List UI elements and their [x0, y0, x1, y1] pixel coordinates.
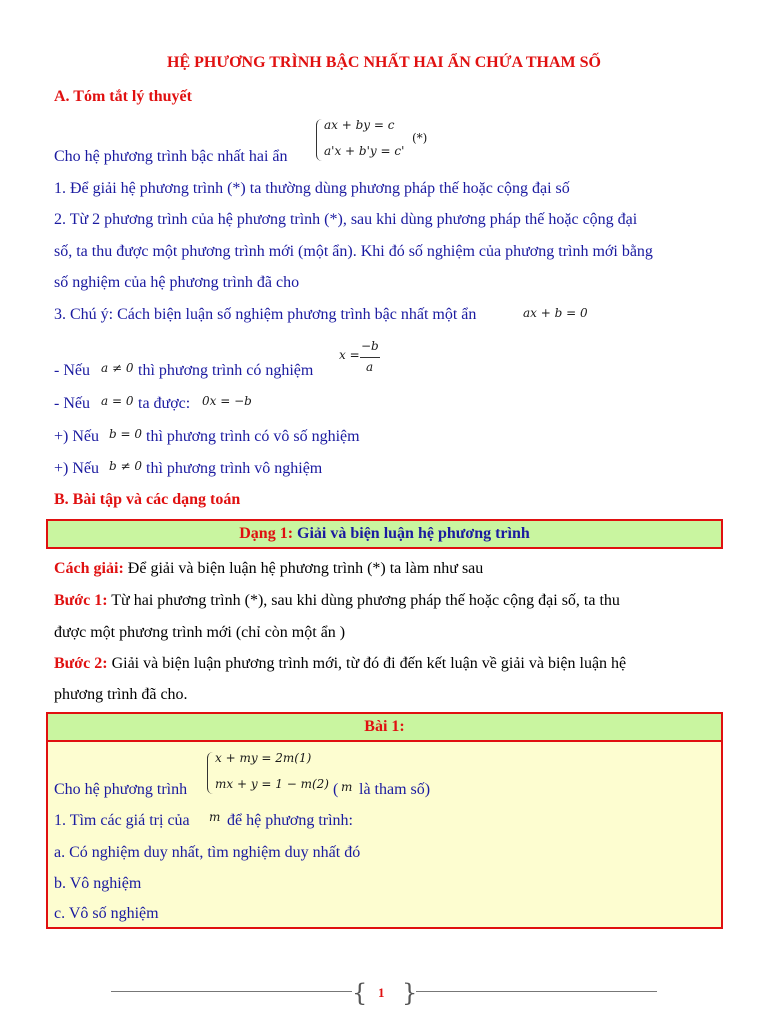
theory-item-3: 3. Chú ý: Cách biện luận số nghiệm phương trình bậc nhất một ẩn: [54, 306, 477, 323]
system-tag: (*): [412, 131, 428, 145]
theory-item-2-line-1: 2. Từ 2 phương trình của hệ phương trình (*), sau khi dùng phương pháp thế hoặc cộng đại: [54, 211, 638, 228]
system-eq1: ax + by = c: [324, 118, 395, 132]
case-a-zero-text: ta được:: [138, 395, 191, 412]
dang-1-label: Dạng 1:: [239, 525, 294, 542]
exercise-qa: a. Có nghiệm duy nhất, tìm nghiệm duy nhất đó: [54, 844, 361, 861]
case-a-nonzero-text: thì phương trình có nghiệm: [138, 362, 314, 379]
page-title: HỆ PHƯƠNG TRÌNH BẬC NHẤT HAI ẨN CHỨA THAM SỐ: [167, 54, 601, 71]
step-2-text: Giải và biện luận phương trình mới, từ đó đi đến kết luận về giải và biện luận hệ: [111, 655, 627, 672]
method-line: [54, 560, 483, 578]
exercise-eq1: x + my = 2m(1): [215, 751, 312, 765]
fraction-bar: [360, 357, 380, 358]
case-a-zero-formula: 0x = −b: [202, 394, 252, 408]
linear-equation-formula: ax + b = 0: [523, 306, 588, 320]
method-text: Để giải và biện luận hệ phương trình (*) ta làm như sau: [127, 560, 484, 577]
solution-denominator: a: [366, 360, 374, 374]
case-b-zero-condition: b = 0: [109, 427, 142, 441]
step-1-line-1: [54, 592, 620, 610]
footer-brace-left: {: [352, 979, 368, 1007]
exercise-intro: Cho hệ phương trình: [54, 781, 188, 798]
theory-item-2-line-3: số nghiệm của hệ phương trình đã cho: [54, 274, 300, 291]
case-a-zero-prefix: - Nếu: [54, 395, 90, 412]
theory-item-1: 1. Để giải hệ phương trình (*) ta thường dùng phương pháp thế hoặc cộng đại số: [54, 180, 570, 197]
step-1-text: Từ hai phương trình (*), sau khi dùng phương pháp thế hoặc cộng đại số, ta thu: [111, 592, 620, 609]
system-intro: Cho hệ phương trình bậc nhất hai ẩn: [54, 148, 288, 165]
exercise-param-open: (: [333, 781, 339, 798]
case-b-nonzero-text: thì phương trình vô nghiệm: [146, 460, 323, 477]
exercise-param-text: là tham số): [359, 781, 431, 798]
case-a-zero-condition: a = 0: [101, 394, 134, 408]
case-a-nonzero-condition: a ≠ 0: [101, 361, 134, 375]
step-1-label: Bước 1:: [54, 592, 108, 609]
step-2-line-1: [54, 655, 626, 673]
exercise-qb: b. Vô nghiệm: [54, 875, 142, 892]
footer-line-right: [416, 991, 657, 992]
footer-line-left: [111, 991, 352, 992]
theory-item-2-line-2: số, ta thu được một phương trình mới (một ẩn). Khi đó số nghiệm của phương trình mới bằng: [54, 243, 653, 260]
case-b-nonzero-prefix: +) Nếu: [54, 460, 100, 477]
case-a-nonzero-prefix: - Nếu: [54, 362, 90, 379]
case-b-zero-prefix: +) Nếu: [54, 428, 100, 445]
step-1-line-2: được một phương trình mới (chỉ còn một ẩn ): [54, 624, 346, 641]
dang-1-title: Giải và biện luận hệ phương trình: [297, 525, 530, 542]
exercise-1-header: Bài 1:: [46, 712, 723, 742]
exercise-q1-prefix: 1. Tìm các giá trị của: [54, 812, 190, 829]
case-b-nonzero-condition: b ≠ 0: [109, 459, 142, 473]
solution-numerator: −b: [361, 339, 379, 353]
footer-brace-right: }: [402, 979, 418, 1007]
exercise-q1-suffix: để hệ phương trình:: [227, 812, 353, 829]
system-eq2: a'x + b'y = c': [324, 144, 405, 158]
step-2-line-2: phương trình đã cho.: [54, 686, 188, 703]
dang-1-header: [46, 519, 723, 549]
exercise-qc: c. Vô số nghiệm: [54, 905, 159, 922]
section-b-heading: B. Bài tập và các dạng toán: [54, 491, 241, 508]
exercise-q1-var: m: [209, 810, 221, 824]
case-b-zero-text: thì phương trình có vô số nghiệm: [146, 428, 360, 445]
method-label: Cách giải:: [54, 560, 124, 577]
exercise-param-var: m: [341, 780, 353, 794]
system-brace: [316, 119, 323, 161]
exercise-eq2: mx + y = 1 − m(2): [215, 777, 329, 791]
section-a-heading: A. Tóm tắt lý thuyết: [54, 88, 192, 105]
exercise-system-brace: [207, 752, 214, 794]
step-2-label: Bước 2:: [54, 655, 108, 672]
solution-lhs: x =: [339, 348, 360, 362]
page-number: 1: [378, 985, 385, 1000]
